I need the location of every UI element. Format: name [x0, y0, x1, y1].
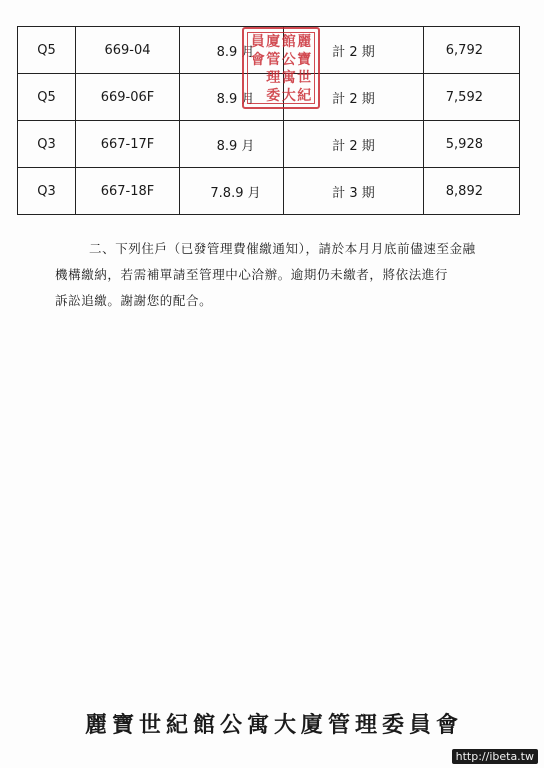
- block-cell: Q3: [18, 121, 76, 168]
- seal-glyph: 世: [297, 70, 312, 86]
- unit-cell: 669-06F: [76, 74, 180, 121]
- amount-cell: 8,892: [424, 168, 520, 215]
- block-cell: Q5: [18, 74, 76, 121]
- unit-cell: 667-17F: [76, 121, 180, 168]
- table-row: [18, 121, 520, 168]
- site-watermark: http://ibeta.tw: [452, 749, 538, 764]
- periods-cell: 計 2 期: [284, 74, 424, 121]
- notice-line: 機構繳納，若需補單請至管理中心洽辦。逾期仍未繳者，將依法進行: [55, 267, 449, 282]
- unit-cell: 667-18F: [76, 168, 180, 215]
- seal-glyph: 委: [266, 88, 281, 104]
- seal-glyph: 寓: [281, 70, 296, 86]
- periods-cell: 計 3 期: [284, 168, 424, 215]
- seal-glyph: 館: [281, 34, 296, 50]
- seal-glyph: 寶: [297, 52, 312, 68]
- seal-glyph: 會: [250, 52, 265, 68]
- committee-seal-stamp: [242, 27, 320, 109]
- seal-characters: [250, 33, 312, 103]
- block-cell: Q3: [18, 168, 76, 215]
- seal-glyph: 麗: [297, 34, 312, 50]
- seal-glyph: 紀: [297, 88, 312, 104]
- block-cell: Q5: [18, 27, 76, 74]
- amount-cell: 5,928: [424, 121, 520, 168]
- seal-glyph: 管: [266, 52, 281, 68]
- months-cell: 8.9 月: [180, 121, 284, 168]
- unit-cell: 669-04: [76, 27, 180, 74]
- seal-glyph: 公: [281, 52, 296, 68]
- months-cell: 8.9 月: [180, 27, 284, 74]
- periods-cell: 計 2 期: [284, 121, 424, 168]
- amount-cell: 7,592: [424, 74, 520, 121]
- seal-glyph: 理: [266, 70, 281, 86]
- seal-glyph: 廈: [266, 34, 281, 50]
- notice-line: 訴訟追繳。謝謝您的配合。: [55, 293, 213, 308]
- seal-glyph: 大: [281, 88, 296, 104]
- seal-glyph: 員: [250, 34, 265, 50]
- periods-cell: 計 2 期: [284, 27, 424, 74]
- notice-line: 二、下列住戶（已發管理費催繳通知），請於本月月底前儘速至金融: [89, 241, 476, 256]
- table-row: [18, 168, 520, 215]
- months-cell: 7.8.9 月: [180, 168, 284, 215]
- amount-cell: 6,792: [424, 27, 520, 74]
- payment-notice: [55, 236, 495, 314]
- committee-signature: 麗寶世紀館公寓大廈管理委員會: [85, 712, 464, 738]
- months-cell: 8.9 月: [180, 74, 284, 121]
